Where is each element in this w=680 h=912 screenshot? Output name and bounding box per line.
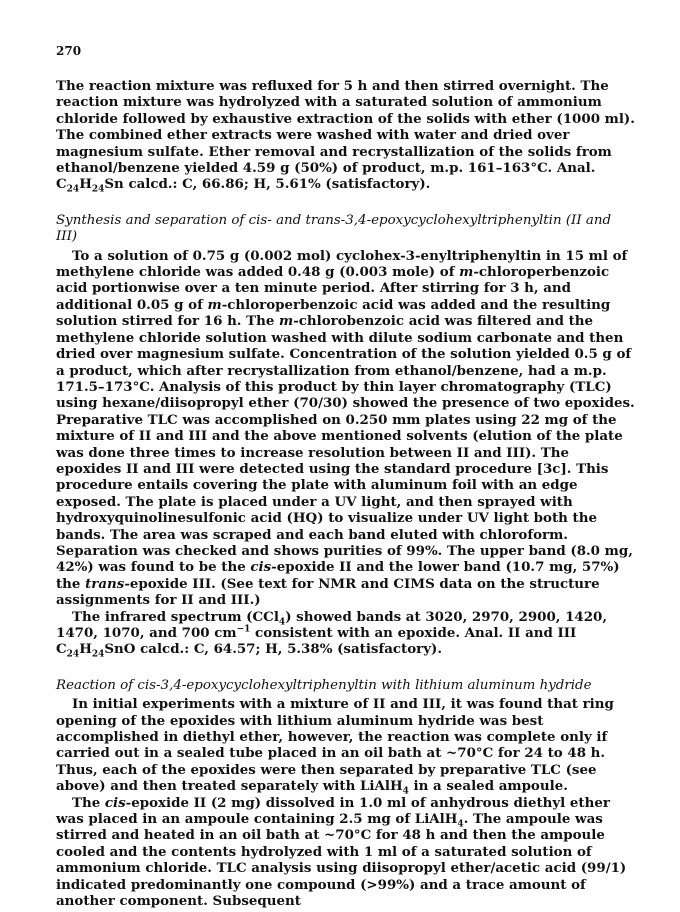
paragraph-epoxidation: To a solution of 0.75 g (0.002 mol) cyclohex-3-enyltriphenyltin in 15 ml of methylene chloride was added 0.48 g (0.003 mole) of m-chloroperbenzoic acid portionwise over a ten minute period. After stirring for 3 h, and additional 0.05 g of m-chloroperbenzoic acid was added and the resulting solution stirred for 16 h. The m-chlorobenzoic acid was filtered and the methylene chloride solution washed with dilute sodium carbonate and then dried over magnesium sulfate. Concentration of the solution yielded 0.5 g of a product, which after recrystallization from ethanol/benzene, had a m.p. 171.5–173°C. Analysis of this product by thin layer chromatography (TLC) using hexane/diisopropyl ether (70/30) showed the presence of two epoxides. Preparative TLC was accomplished on 0.250 mm plates using 22 mg of the mixture of II and III and the above mentioned solvents (elution of the plate was done three times to increase resolution between II and III). The epoxides II and III were detected using the standard procedure [3c]. This procedure entails covering the plate with aluminum foil with an edge exposed. The plate is placed under a UV light, and then sprayed with hydroxyquinolinesulfonic acid (HQ) to visualize under UV light both the bands. The area was scraped and each band eluted with chloroform. Separation was checked and shows purities of 99%. The upper band (8.0 mg, 42%) was found to be the cis-epoxide II and the lower band (10.7 mg, 57%) the trans-epoxide III. (See text for NMR and CIMS data on the structure assignments for II and III.) <box>56 247 635 609</box>
document-page <box>56 44 636 910</box>
section-heading-lah-reaction: Reaction of cis-3,4-epoxycyclohexyltriphenyltin with lithium aluminum hydride <box>56 677 592 693</box>
page-number: 270 <box>56 44 82 58</box>
paragraph-initial-experiments: In initial experiments with a mixture of II and III, it was found that ring opening of the epoxides with lithium aluminum hydride was best accomplished in diethyl ether, however, the reaction was complete only if carried out in a sealed tube placed in an oil bath at ~70°C for 24 to 48 h. Thus, each of the epoxides were then separated by preparative TLC (see above) and then treated separately with LiAlH$_4$ in a sealed ampoule. <box>56 696 614 797</box>
paragraph-workup: The reaction mixture was refluxed for 5 h and then stirred overnight. The reaction mixture was hydrolyzed with a saturated solution of ammonium chloride followed by exhaustive extraction of the solids with ether (1000 ml). The combined ether extracts were washed with water and dried over magnesium sulfate. Ether removal and recrystallization of the solids from ethanol/benzene yielded 4.59 g (50%) of product, m.p. 161–163°C. Anal. $C_{24}H_{24}Sn$ calcd.: C, 66.86; H, 5.61% (satisfactory). <box>56 78 635 196</box>
paragraph-infrared: The infrared spectrum (CCl$_4$) showed bands at 3020, 2970, 2900, 1420, 1470, 1070, and 700 $cm^{-1}$ consistent with an epoxide. Anal. II and III $C_{24}H_{24}SnO$ calcd.: C, 64.57; H, 5.38% (satisfactory). <box>56 608 608 661</box>
paragraph-cis-epoxide-reduction: The cis-epoxide II (2 mg) dissolved in 1.0 ml of anhydrous diethyl ether was placed in an ampoule containing 2.5 mg of LiAlH$_4$. The ampoule was stirred and heated in an oil bath at ~70°C for 48 h and then the ampoule cooled and the contents hydrolyzed with 1 ml of a saturated solution of ammonium chloride. TLC analysis using diisopropyl ether/acetic acid (99/1) indicated predominantly one compound (>99%) and a trace amount of another component. Subsequent <box>56 794 627 910</box>
section-heading-epoxide-synthesis: Synthesis and separation of cis- and trans-3,4-epoxycyclohexyltriphenyltin (II and III) <box>56 212 612 245</box>
